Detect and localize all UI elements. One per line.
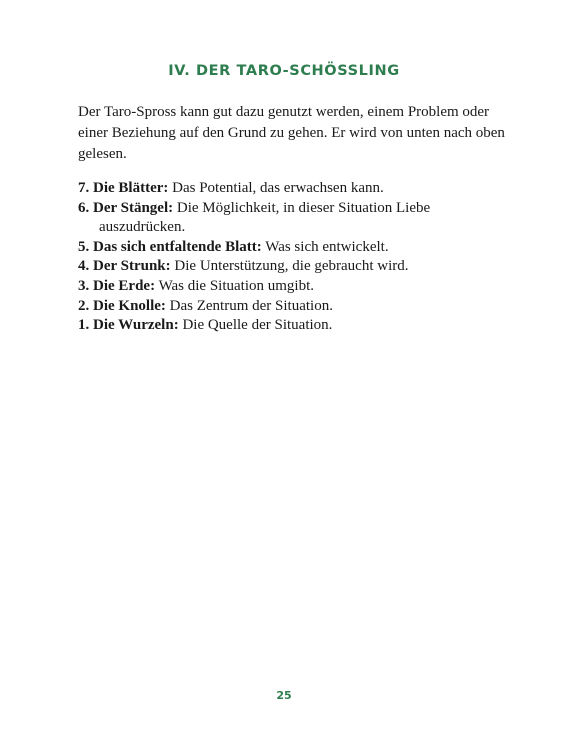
list-item [78,257,508,277]
position-list [78,179,508,336]
page-number: 25 [276,689,292,702]
list-item [78,199,508,238]
position-text: Das Zentrum der Situation. [169,297,333,314]
list-item [78,297,508,317]
position-term: 5. Das sich entfaltende Blatt: [78,238,262,255]
position-term: 4. Der Strunk: [78,258,171,275]
intro-paragraph: Der Taro-Spross kann gut dazu genutzt werden, einem Problem oder einer Beziehung auf den Grund zu gehen. Er wird von unten nach oben gelesen. [78,104,505,162]
position-text: Die Möglichkeit, in dieser Situation Liebe auszudrücken. [99,199,431,236]
list-item [78,316,508,336]
position-term: 1. Die Wurzeln: [78,317,179,334]
list-item [78,238,508,258]
position-term: 3. Die Erde: [78,277,156,294]
list-item [78,179,508,199]
position-term: 2. Die Knolle: [78,297,166,314]
position-text: Was sich entwickelt. [265,238,389,255]
position-text: Das Potential, das erwachsen kann. [172,180,384,196]
section-heading: IV. DER TARO-SCHÖSSLING [168,63,400,79]
position-term: 6. Der Stängel: [78,199,174,216]
position-text: Was die Situation umgibt. [158,277,315,294]
position-text: Die Unterstützung, die gebraucht wird. [174,258,409,275]
list-item [78,277,508,297]
position-text: Die Quelle der Situation. [182,317,333,334]
position-term: 7. Die Blätter: [78,180,169,196]
